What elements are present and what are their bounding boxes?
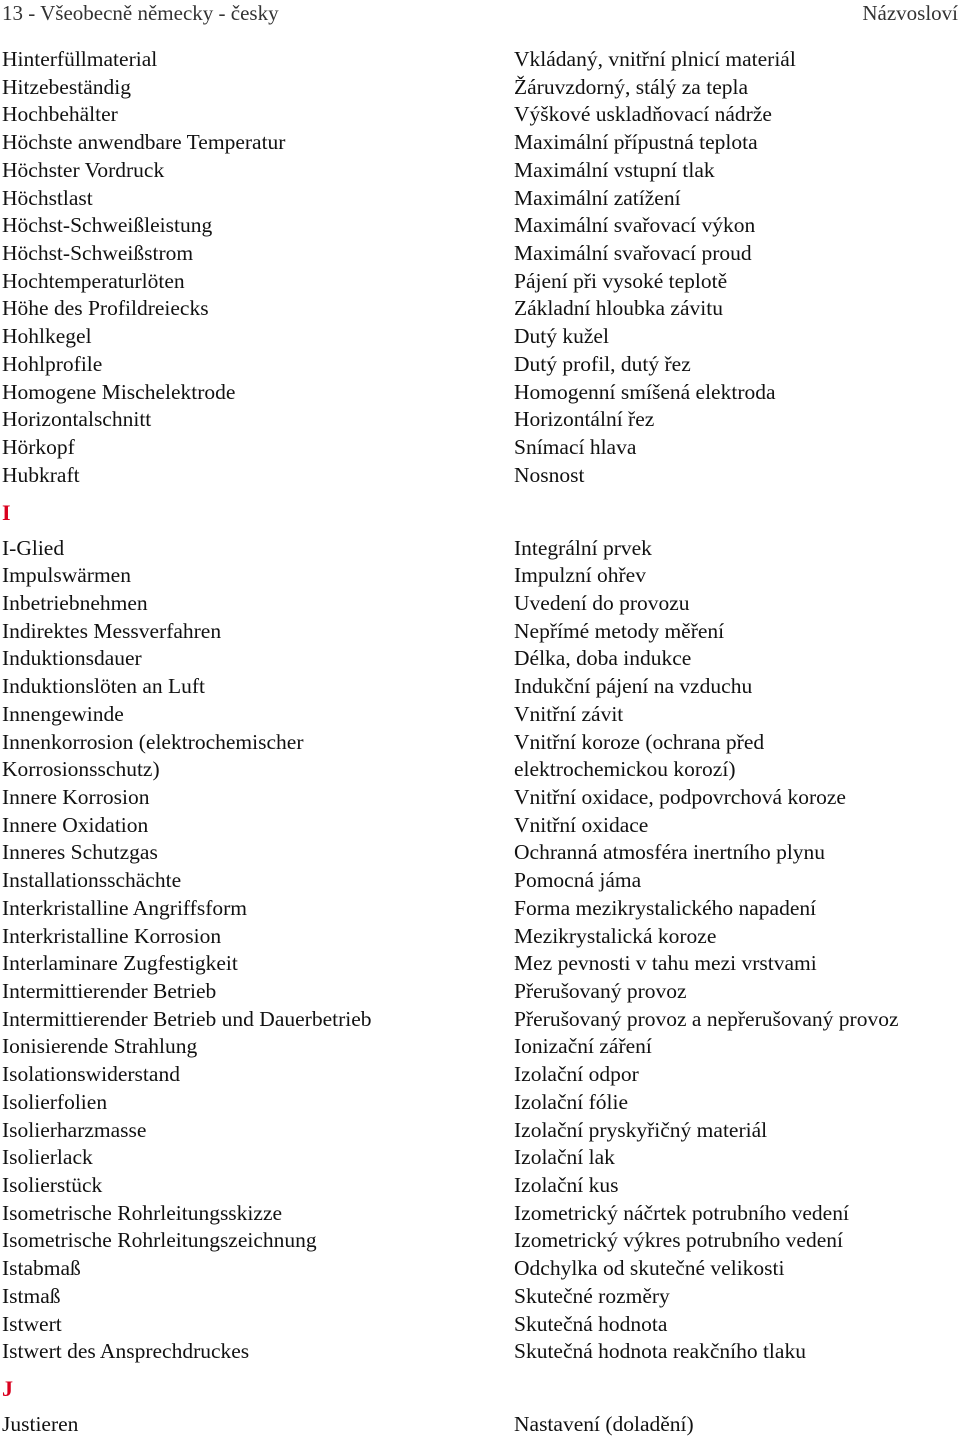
page-header	[0, 0, 960, 26]
czech-term: Skutečné rozměry	[514, 1283, 670, 1308]
german-term: Interkristalline Korrosion	[2, 923, 222, 948]
czech-term: Maximální svařovací výkon	[514, 213, 756, 238]
header-section-name: Názvosloví	[862, 1, 958, 25]
glossary-row	[0, 1338, 960, 1366]
german-term: Hörkopf	[2, 435, 75, 460]
glossary-row	[0, 1144, 960, 1172]
letter-heading-text: I	[2, 499, 11, 525]
glossary-row	[0, 950, 960, 978]
czech-term: Izolační odpor	[514, 1062, 639, 1087]
czech-term: Forma mezikrystalického napadení	[514, 895, 817, 920]
german-term: Inneres Schutzgas	[2, 840, 158, 865]
glossary-row	[0, 618, 960, 646]
glossary-row	[0, 1172, 960, 1200]
german-term: Hubkraft	[2, 462, 80, 487]
czech-term: Skutečná hodnota reakčního tlaku	[514, 1339, 806, 1364]
german-term: Hitzebeständig	[2, 74, 131, 99]
glossary-row	[0, 379, 960, 407]
czech-term: Impulzní ohřev	[514, 563, 646, 588]
glossary-row	[0, 535, 960, 563]
german-term: Innengewinde	[2, 701, 124, 726]
glossary-row	[0, 1311, 960, 1339]
czech-term: Dutý kužel	[514, 324, 609, 349]
german-term: Intermittierender Betrieb und Dauerbetrieb	[2, 1006, 372, 1031]
german-term: Istabmaß	[2, 1256, 81, 1281]
czech-term: Přerušovaný provoz	[514, 979, 687, 1003]
czech-term: Vnitřní koroze (ochrana před	[514, 729, 765, 754]
letter-heading	[0, 1366, 960, 1411]
german-term: Höchste anwendbare Temperatur	[2, 130, 286, 155]
german-term: Induktionslöten an Luft	[2, 674, 206, 699]
czech-term: Maximální vstupní tlak	[514, 157, 715, 182]
glossary-row	[0, 867, 960, 895]
german-term: Isolierstück	[2, 1173, 103, 1198]
german-term: Isolationswiderstand	[2, 1062, 180, 1087]
german-term: Isometrische Rohrleitungszeichnung	[2, 1228, 317, 1253]
glossary-row	[0, 212, 960, 240]
german-term: Ionisierende Strahlung	[2, 1034, 198, 1059]
czech-term: Nastavení (doladění)	[514, 1412, 694, 1437]
german-term: I-Glied	[2, 535, 65, 560]
german-term: Induktionsdauer	[2, 646, 142, 671]
german-term: Hochbehälter	[2, 102, 118, 127]
glossary-row	[0, 590, 960, 618]
german-term: Korrosionsschutz)	[2, 757, 160, 782]
german-term: Justieren	[2, 1412, 79, 1437]
glossary-row	[0, 978, 960, 1006]
czech-term: Maximální zatížení	[514, 185, 681, 210]
czech-term: Délka, doba indukce	[514, 646, 692, 671]
glossary-row	[0, 1089, 960, 1117]
czech-term: Ochranná atmosféra inertního plynu	[514, 840, 826, 865]
glossary-row	[0, 240, 960, 268]
german-term: Innere Oxidation	[2, 812, 149, 837]
glossary-row	[0, 74, 960, 102]
czech-term: Ionizační záření	[514, 1034, 652, 1059]
letter-heading	[0, 490, 960, 535]
glossary-row	[0, 673, 960, 701]
german-term: Innenkorrosion (elektrochemischer	[2, 729, 304, 754]
german-term: Installationsschächte	[2, 868, 182, 893]
german-term: Istwert	[2, 1311, 62, 1336]
german-term: Inbetriebnehmen	[2, 590, 148, 615]
glossary-row	[0, 268, 960, 296]
german-term: Höchst-Schweißstrom	[2, 241, 194, 266]
german-term: Interkristalline Angriffsform	[2, 895, 248, 920]
czech-term: Horizontální řez	[514, 407, 655, 432]
glossary-row	[0, 351, 960, 379]
glossary-row	[0, 701, 960, 729]
german-term: Hohlkegel	[2, 324, 92, 349]
glossary-row	[0, 323, 960, 351]
glossary-row	[0, 295, 960, 323]
glossary-row	[0, 462, 960, 490]
german-term: Impulswärmen	[2, 563, 131, 588]
czech-term: Vkládaný, vnitřní plnicí materiál	[514, 47, 796, 71]
german-term: Homogene Mischelektrode	[2, 379, 236, 404]
glossary-row	[0, 729, 960, 757]
czech-term: Nosnost	[514, 462, 585, 487]
german-term: Isolierharzmasse	[2, 1117, 147, 1142]
german-term: Hinterfüllmaterial	[2, 47, 158, 71]
czech-term: Žáruvzdorný, stálý za tepla	[514, 74, 749, 99]
glossary-row	[0, 839, 960, 867]
glossary-row	[0, 1033, 960, 1061]
german-term: Höchst-Schweißleistung	[2, 213, 213, 238]
german-term: Isolierfolien	[2, 1089, 108, 1114]
german-term: Intermittierender Betrieb	[2, 979, 217, 1003]
czech-term: Nepřímé metody měření	[514, 618, 725, 643]
glossary-row	[0, 923, 960, 951]
header-title: 13 - Všeobecně německy - česky	[2, 1, 279, 25]
glossary-row	[0, 1200, 960, 1228]
czech-term: Dutý profil, dutý řez	[514, 351, 691, 376]
glossary-row	[0, 406, 960, 434]
german-term: Innere Korrosion	[2, 784, 150, 809]
glossary-row	[0, 562, 960, 590]
czech-term: Výškové uskladňovací nádrže	[514, 102, 772, 127]
german-term: Interlaminare Zugfestigkeit	[2, 951, 238, 976]
glossary-row	[0, 1117, 960, 1145]
czech-term: elektrochemickou korozí)	[514, 757, 736, 782]
czech-term: Izometrický výkres potrubního vedení	[514, 1228, 843, 1253]
german-term: Höchstlast	[2, 185, 93, 210]
glossary-entries	[0, 46, 960, 1439]
german-term: Höchster Vordruck	[2, 157, 165, 182]
glossary-row	[0, 1061, 960, 1089]
czech-term: Vnitřní závit	[514, 701, 624, 726]
czech-term: Maximální přípustná teplota	[514, 130, 758, 155]
czech-term: Snímací hlava	[514, 435, 637, 460]
german-term: Höhe des Profildreiecks	[2, 296, 209, 321]
glossary-row	[0, 157, 960, 185]
czech-term: Přerušovaný provoz a nepřerušovaný provoz	[514, 1006, 899, 1031]
german-term: Isometrische Rohrleitungsskizze	[2, 1200, 283, 1225]
german-term: Istmaß	[2, 1283, 61, 1308]
glossary-row	[0, 645, 960, 673]
glossary-row	[0, 895, 960, 923]
czech-term: Mezikrystalická koroze	[514, 923, 717, 948]
czech-term: Maximální svařovací proud	[514, 241, 752, 266]
german-term: Indirektes Messverfahren	[2, 618, 222, 643]
czech-term: Integrální prvek	[514, 535, 652, 560]
glossary-row	[0, 1227, 960, 1255]
german-term: Hochtemperaturlöten	[2, 268, 185, 293]
glossary-row	[0, 812, 960, 840]
glossary-row	[0, 756, 960, 784]
czech-term: Izometrický náčrtek potrubního vedení	[514, 1200, 849, 1225]
german-term: Isolierlack	[2, 1145, 93, 1170]
glossary-row	[0, 129, 960, 157]
czech-term: Izolační fólie	[514, 1089, 629, 1114]
czech-term: Vnitřní oxidace, podpovrchová koroze	[514, 784, 846, 809]
czech-term: Mez pevnosti v tahu mezi vrstvami	[514, 951, 817, 976]
glossary-row	[0, 784, 960, 812]
czech-term: Indukční pájení na vzduchu	[514, 674, 753, 699]
glossary-row	[0, 46, 960, 74]
german-term: Horizontalschnitt	[2, 407, 152, 432]
czech-term: Izolační lak	[514, 1145, 615, 1170]
czech-term: Základní hloubka závitu	[514, 296, 723, 321]
glossary-row	[0, 1411, 960, 1439]
german-term: Istwert des Ansprechdruckes	[2, 1339, 250, 1364]
german-term: Hohlprofile	[2, 351, 103, 376]
glossary-row	[0, 1283, 960, 1311]
czech-term: Uvedení do provozu	[514, 590, 690, 615]
glossary-row	[0, 434, 960, 462]
letter-heading-text: J	[2, 1376, 13, 1402]
czech-term: Izolační pryskyřičný materiál	[514, 1117, 768, 1142]
glossary-row	[0, 1006, 960, 1034]
glossary-row	[0, 1255, 960, 1283]
czech-term: Homogenní smíšená elektroda	[514, 379, 776, 404]
glossary-row	[0, 101, 960, 129]
czech-term: Skutečná hodnota	[514, 1311, 668, 1336]
glossary-row	[0, 185, 960, 213]
czech-term: Vnitřní oxidace	[514, 812, 649, 837]
czech-term: Izolační kus	[514, 1173, 619, 1198]
czech-term: Pomocná jáma	[514, 868, 642, 893]
czech-term: Pájení při vysoké teplotě	[514, 268, 728, 293]
czech-term: Odchylka od skutečné velikosti	[514, 1256, 785, 1281]
